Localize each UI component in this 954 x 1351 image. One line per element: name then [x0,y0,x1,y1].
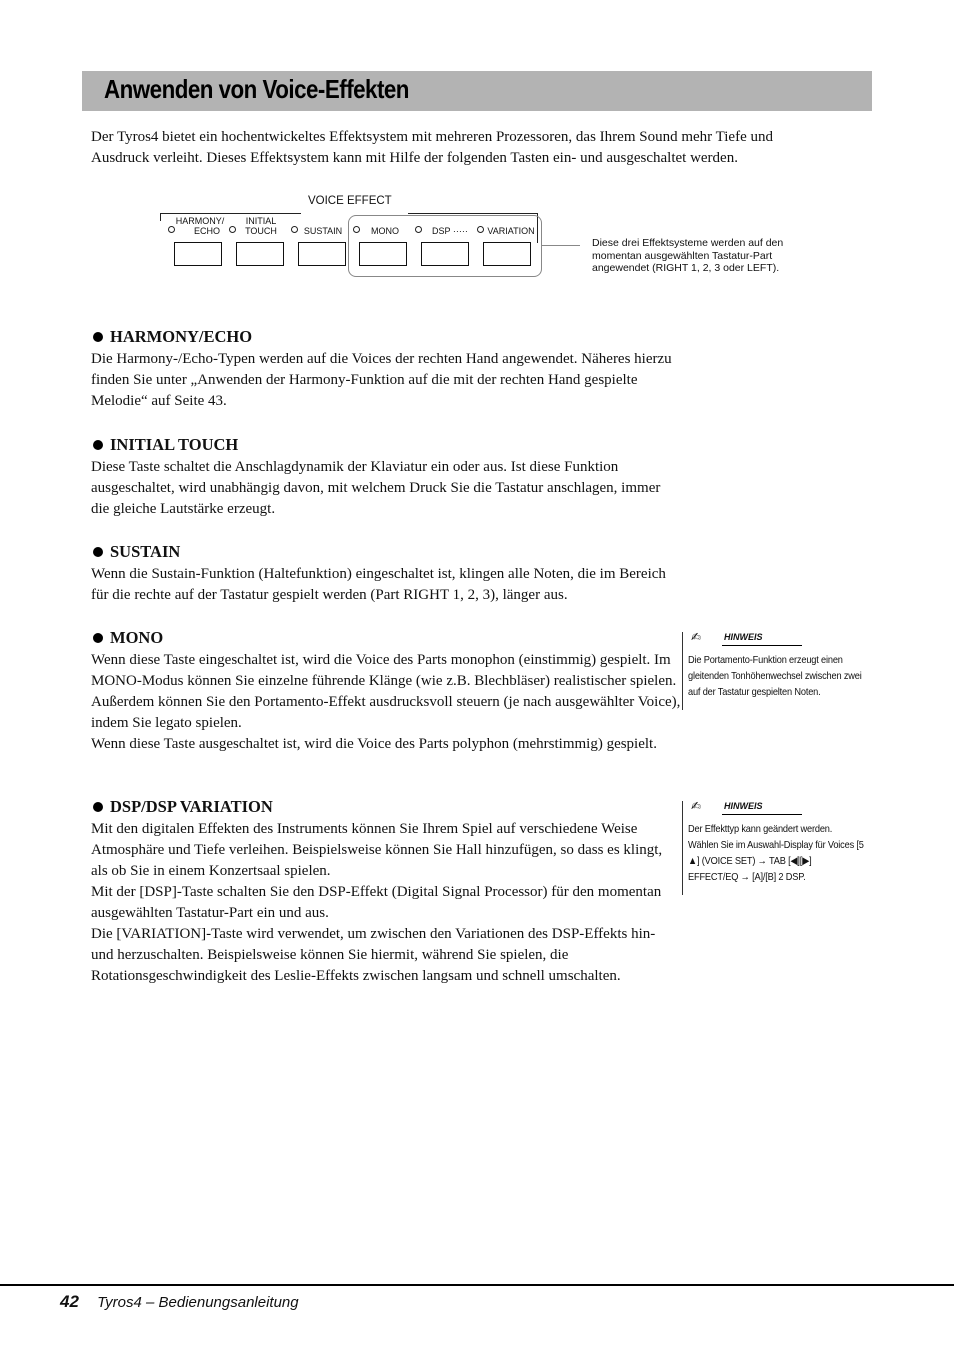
bullet-icon [93,633,103,643]
section-heading: MONO [110,628,164,647]
section-heading: SUSTAIN [110,542,181,561]
section-heading: HARMONY/ECHO [110,327,253,346]
bullet-icon [93,440,103,450]
harmony-echo-label: HARMONY/ ECHO [175,216,225,236]
bullet-icon [93,802,103,812]
note-label: HINWEIS [724,801,763,811]
sustain-label: SUSTAIN [303,226,343,236]
initial-touch-led [229,226,236,233]
section-paragraph: Wenn die Sustain-Funktion (Haltefunktion) eingeschaltet ist, klingen alle Noten, die im Bereich für die rechte auf der Tastatur gespielt werden (Part RIGHT 1, 2, 3), länger aus. [91,566,666,603]
sustain-button[interactable] [298,242,346,266]
variation-label: VARIATION [487,226,535,236]
section-paragraph: Diese Taste schaltet die Anschlagdynamik der Klaviatur ein oder aus. Ist diese Funktion ausgeschaltet, wird unabhängig davon, mit welchem Druck Sie die Tastatur anschlagen, immer die gleiche Lautstärke erzeugt. [91,459,661,517]
initial-touch-label: INITIAL TOUCH [245,216,277,236]
footer-rule [0,1284,954,1286]
section-mono [91,627,681,755]
note-text: Der Effekttyp kann geändert werden. Wählen Sie im Auswahl-Display für Voices [5 ▲] (VOICE SET) → TAB [◀][▶] EFFECT/EQ → [A]/[B] 2 DSP. [688,823,864,883]
note-label: HINWEIS [724,632,763,642]
panel-bracket-left-tick [160,213,161,221]
bullet-icon [93,332,103,342]
pencil-icon: ✍ [691,630,702,644]
section-sustain [91,541,681,606]
initial-touch-button[interactable] [236,242,284,266]
section-paragraph: Mit der [DSP]-Taste schalten Sie den DSP-Effekt (Digital Signal Processor) für den momentan ausgewählten Tastatur-Part ein und aus. [91,884,662,921]
panel-heading: VOICE EFFECT [308,195,392,207]
bullet-icon [93,547,103,557]
section-paragraph: Mit den digitalen Effekten des Instruments können Sie Ihrem Spiel auf verschiedene Weise Atmosphäre und Tiefe verleihen. Beispielsweise können Sie Hall hinzufügen, so dass es klingt, als ob Sie in einem Konzertsaal spielen. [91,821,663,879]
section-paragraph: Wenn diese Taste ausgeschaltet ist, wird die Voice des Parts polyphon (mehrstimmig) gespielt. [91,736,657,752]
section-heading: DSP/DSP VARIATION [110,797,273,816]
section-paragraph: Die Harmony-/Echo-Typen werden auf die Voices der rechten Hand angewendet. Näheres hierzu finden Sie unter „Anwenden der Harmony-Funktion auf die mit der rechten Hand gespielte Melodie“ auf Seite 43. [91,351,672,409]
note-text: Die Portamento-Funktion erzeugt einen gleitenden Tonhöhenwechsel zwischen zwei auf der Tastatur gespielten Noten. [688,654,862,698]
section-harmony-echo [91,326,681,412]
section-dsp-variation [91,796,681,987]
manual-name: Tyros4 – Bedienungsanleitung [97,1294,299,1311]
sustain-led [291,226,298,233]
section-paragraph: Die [VARIATION]-Taste wird verwendet, um zwischen den Variationen des DSP-Effekts hin- und herzuschalten. Beispielsweise können Sie hiermit, während Sie spielen, die Rotationsgeschwindigkeit des Leslie-Effekts zwischen langsam und schnell umschalten. [91,926,656,984]
intro-paragraph: Der Tyros4 bietet ein hochentwickeltes Effektsystem mit mehreren Prozessoren, das Ihrem Sound mehr Tiefe und Ausdruck verleiht. Dieses Effektsystem kann mit Hilfe der folgenden Tasten ein- und ausgeschaltet werden. [91,129,773,166]
variation-button[interactable] [483,242,531,266]
variation-led [477,226,484,233]
harmony-echo-led [168,226,175,233]
note-rule [722,645,802,646]
panel-bracket-top [408,213,538,214]
mono-led [353,226,360,233]
panel-bracket-left [160,213,301,214]
title-bar [82,71,872,111]
note-portamento [682,632,878,710]
section-initial-touch [91,434,681,520]
note-rule [722,814,802,815]
panel-callout-text: Diese drei Effektsysteme werden auf den momentan ausgewählten Tastatur-Part angewendet (RIGHT 1, 2, 3 oder LEFT). [592,237,784,274]
pencil-icon: ✍ [691,799,702,813]
harmony-echo-button[interactable] [174,242,222,266]
page-title: Anwenden von Voice-Effekten [104,74,409,104]
dsp-label: DSP ····· [432,226,468,236]
callout-line [542,245,580,246]
dsp-button[interactable] [421,242,469,266]
footer [60,1292,299,1312]
mono-label: MONO [371,226,399,236]
dsp-led [415,226,422,233]
section-heading: INITIAL TOUCH [110,435,239,454]
note-effect-type [682,801,878,895]
section-paragraph: Wenn diese Taste eingeschaltet ist, wird die Voice des Parts monophon (einstimmig) gespielt. Im MONO-Modus können Sie einzelne führende Klänge (wie z.B. Blechbläser) realistischer spielen. Außerdem können Sie den Portamento-Effekt ausdrucksvoll steuern (je nach ausgewählter Voice), indem Sie legato spielen. [91,652,681,731]
mono-button[interactable] [359,242,407,266]
page-number: 42 [60,1292,79,1311]
